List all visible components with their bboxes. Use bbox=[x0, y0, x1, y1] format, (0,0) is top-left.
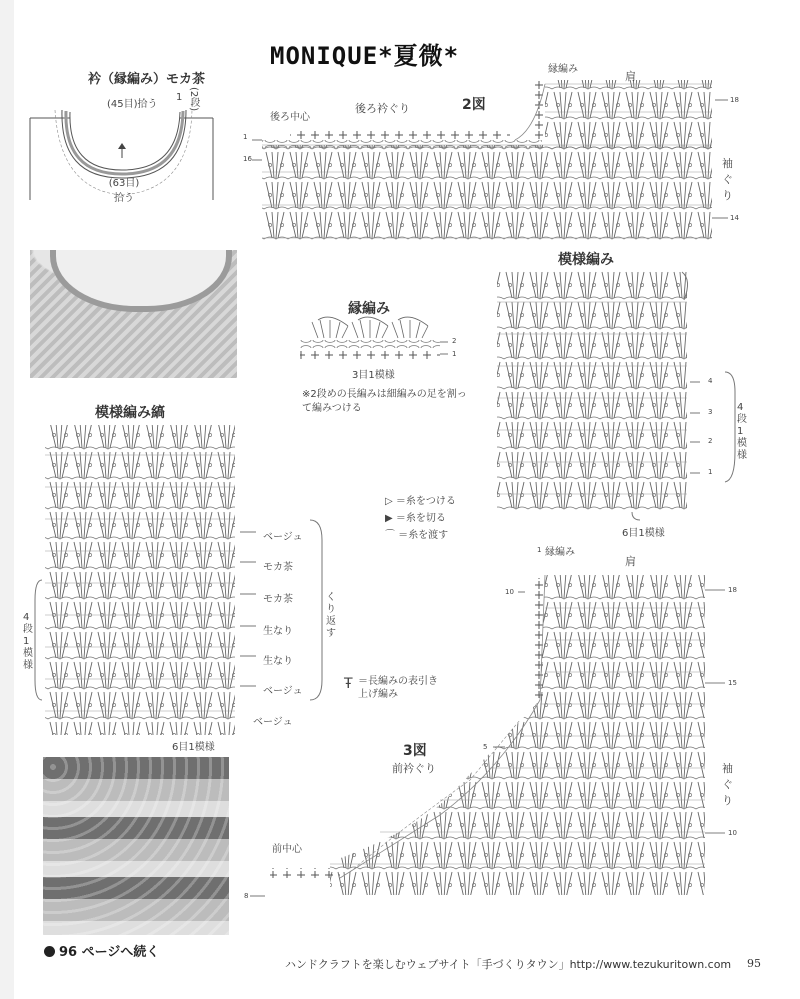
legend-fptr: ＝長編みの表引き上げ編み bbox=[358, 676, 438, 700]
fig2-row-marker-18: 18 bbox=[730, 96, 739, 104]
page-title: MONIQUE*夏微* bbox=[270, 42, 460, 70]
sweater-neck-photo bbox=[30, 250, 237, 378]
fig2-row-marker-14: 14 bbox=[730, 214, 739, 222]
fig3-row-marker-1: 1 bbox=[537, 546, 542, 554]
fig2-row-marker-16: 16 bbox=[243, 155, 252, 163]
fig2-armhole: 袖ぐり bbox=[722, 157, 733, 202]
stripe-color-7: ベージュ bbox=[253, 717, 293, 728]
continue-note bbox=[44, 941, 159, 960]
edging-note: ※2段めの長編みは細編みの足を割って編みつける bbox=[302, 389, 467, 414]
edging-row-1: 1 bbox=[452, 350, 457, 358]
fig3-row-marker-10a: 10 bbox=[505, 588, 514, 596]
cut-icon: ▶ bbox=[385, 513, 393, 524]
attach-icon: ▷ bbox=[385, 496, 393, 507]
fig3-armhole: 袖ぐり bbox=[722, 762, 733, 807]
collar-rows: (2段) bbox=[188, 87, 199, 112]
pattern-row-4: 4 bbox=[708, 377, 713, 385]
edging-title: 縁編み bbox=[348, 301, 390, 317]
fig3-row-marker-10b: 10 bbox=[728, 829, 737, 837]
fig2-title: 2図 bbox=[462, 97, 486, 113]
legend bbox=[385, 492, 456, 543]
fig3-shoulder: 肩 bbox=[625, 555, 636, 568]
pattern-title: 模様編み bbox=[558, 252, 614, 268]
fig3-row-marker-15: 15 bbox=[728, 679, 737, 687]
pattern-repeat-h: 6目1模様 bbox=[622, 528, 665, 539]
carry-icon: ⌒ bbox=[385, 530, 395, 541]
stripe-repeat-v: 4段1模様 bbox=[23, 612, 33, 671]
stripe-color-5: 生なり bbox=[263, 656, 293, 667]
pattern-repeat-v: 4段1模様 bbox=[737, 402, 747, 461]
collar-top-pickup: (45目)拾う bbox=[107, 99, 158, 110]
pattern-chart bbox=[497, 270, 735, 520]
continue-note-text: 96 ページへ続く bbox=[59, 945, 160, 960]
fig3-front-neck: 前衿ぐり bbox=[392, 762, 436, 775]
page-number: 95 bbox=[747, 957, 761, 970]
stripe-repeat-note: くり返す bbox=[326, 592, 336, 639]
fig2-back-neck: 後ろ衿ぐり bbox=[355, 102, 410, 115]
stripe-swatch-photo bbox=[43, 757, 229, 935]
legend-carry: ⌒ ＝糸を渡す bbox=[385, 530, 449, 541]
stripe-color-2: モカ茶 bbox=[263, 562, 293, 573]
legend-attach: ▷ ＝糸をつける bbox=[385, 496, 456, 507]
collar-row-num: 1 bbox=[176, 92, 183, 103]
fig3-row-marker-8: 8 bbox=[244, 892, 249, 900]
stripe-color-4: 生なり bbox=[263, 626, 293, 637]
stripe-repeat-h: 6目1模様 bbox=[172, 742, 215, 753]
fig3-row-marker-5: 5 bbox=[483, 743, 488, 751]
stripe-color-1: ベージュ bbox=[263, 532, 303, 543]
pattern-row-3: 3 bbox=[708, 408, 713, 416]
fig3-front-center: 前中心 bbox=[272, 844, 302, 855]
stripe-color-3: モカ茶 bbox=[263, 594, 293, 605]
fptr-icon: Ŧ bbox=[344, 676, 353, 692]
pattern-row-2: 2 bbox=[708, 437, 713, 445]
collar-bottom-pickup: (63目)拾う bbox=[108, 178, 140, 204]
fig3-row-marker-18: 18 bbox=[728, 586, 737, 594]
bullet-icon bbox=[44, 946, 55, 957]
fig3-title: 3図 bbox=[403, 743, 427, 759]
legend-carry-label: 糸を渡す bbox=[408, 530, 449, 541]
swatch-texture bbox=[43, 757, 229, 935]
stripe-title: 模様編み縞 bbox=[95, 405, 165, 421]
edging-chart bbox=[300, 317, 440, 360]
legend-cut: ▶ ＝糸を切る bbox=[385, 513, 446, 524]
edging-repeat: 3目1模様 bbox=[352, 370, 395, 381]
fig3-edge: 縁編み bbox=[545, 547, 575, 558]
legend-cut-label: 糸を切る bbox=[405, 513, 446, 524]
pattern-row-1: 1 bbox=[708, 468, 713, 476]
edging-row-2: 2 bbox=[452, 337, 457, 345]
footer-text: ハンドクラフトを楽しむウェブサイト「手づくりタウン」http://www.tezukuritown.com bbox=[285, 958, 732, 971]
stripe-color-6: ベージュ bbox=[263, 686, 303, 697]
collar-title: 衿（縁編み）モカ茶 bbox=[88, 72, 206, 87]
photo-neckline bbox=[50, 250, 232, 312]
fig2-back-center: 後ろ中心 bbox=[270, 112, 310, 123]
fig2-shoulder: 肩 bbox=[625, 70, 636, 83]
fig2-edge: 縁編み bbox=[548, 64, 578, 75]
legend-attach-label: 糸をつける bbox=[405, 496, 456, 507]
fig2-chart bbox=[262, 80, 712, 240]
fig2-row-marker-1: 1 bbox=[243, 133, 248, 141]
